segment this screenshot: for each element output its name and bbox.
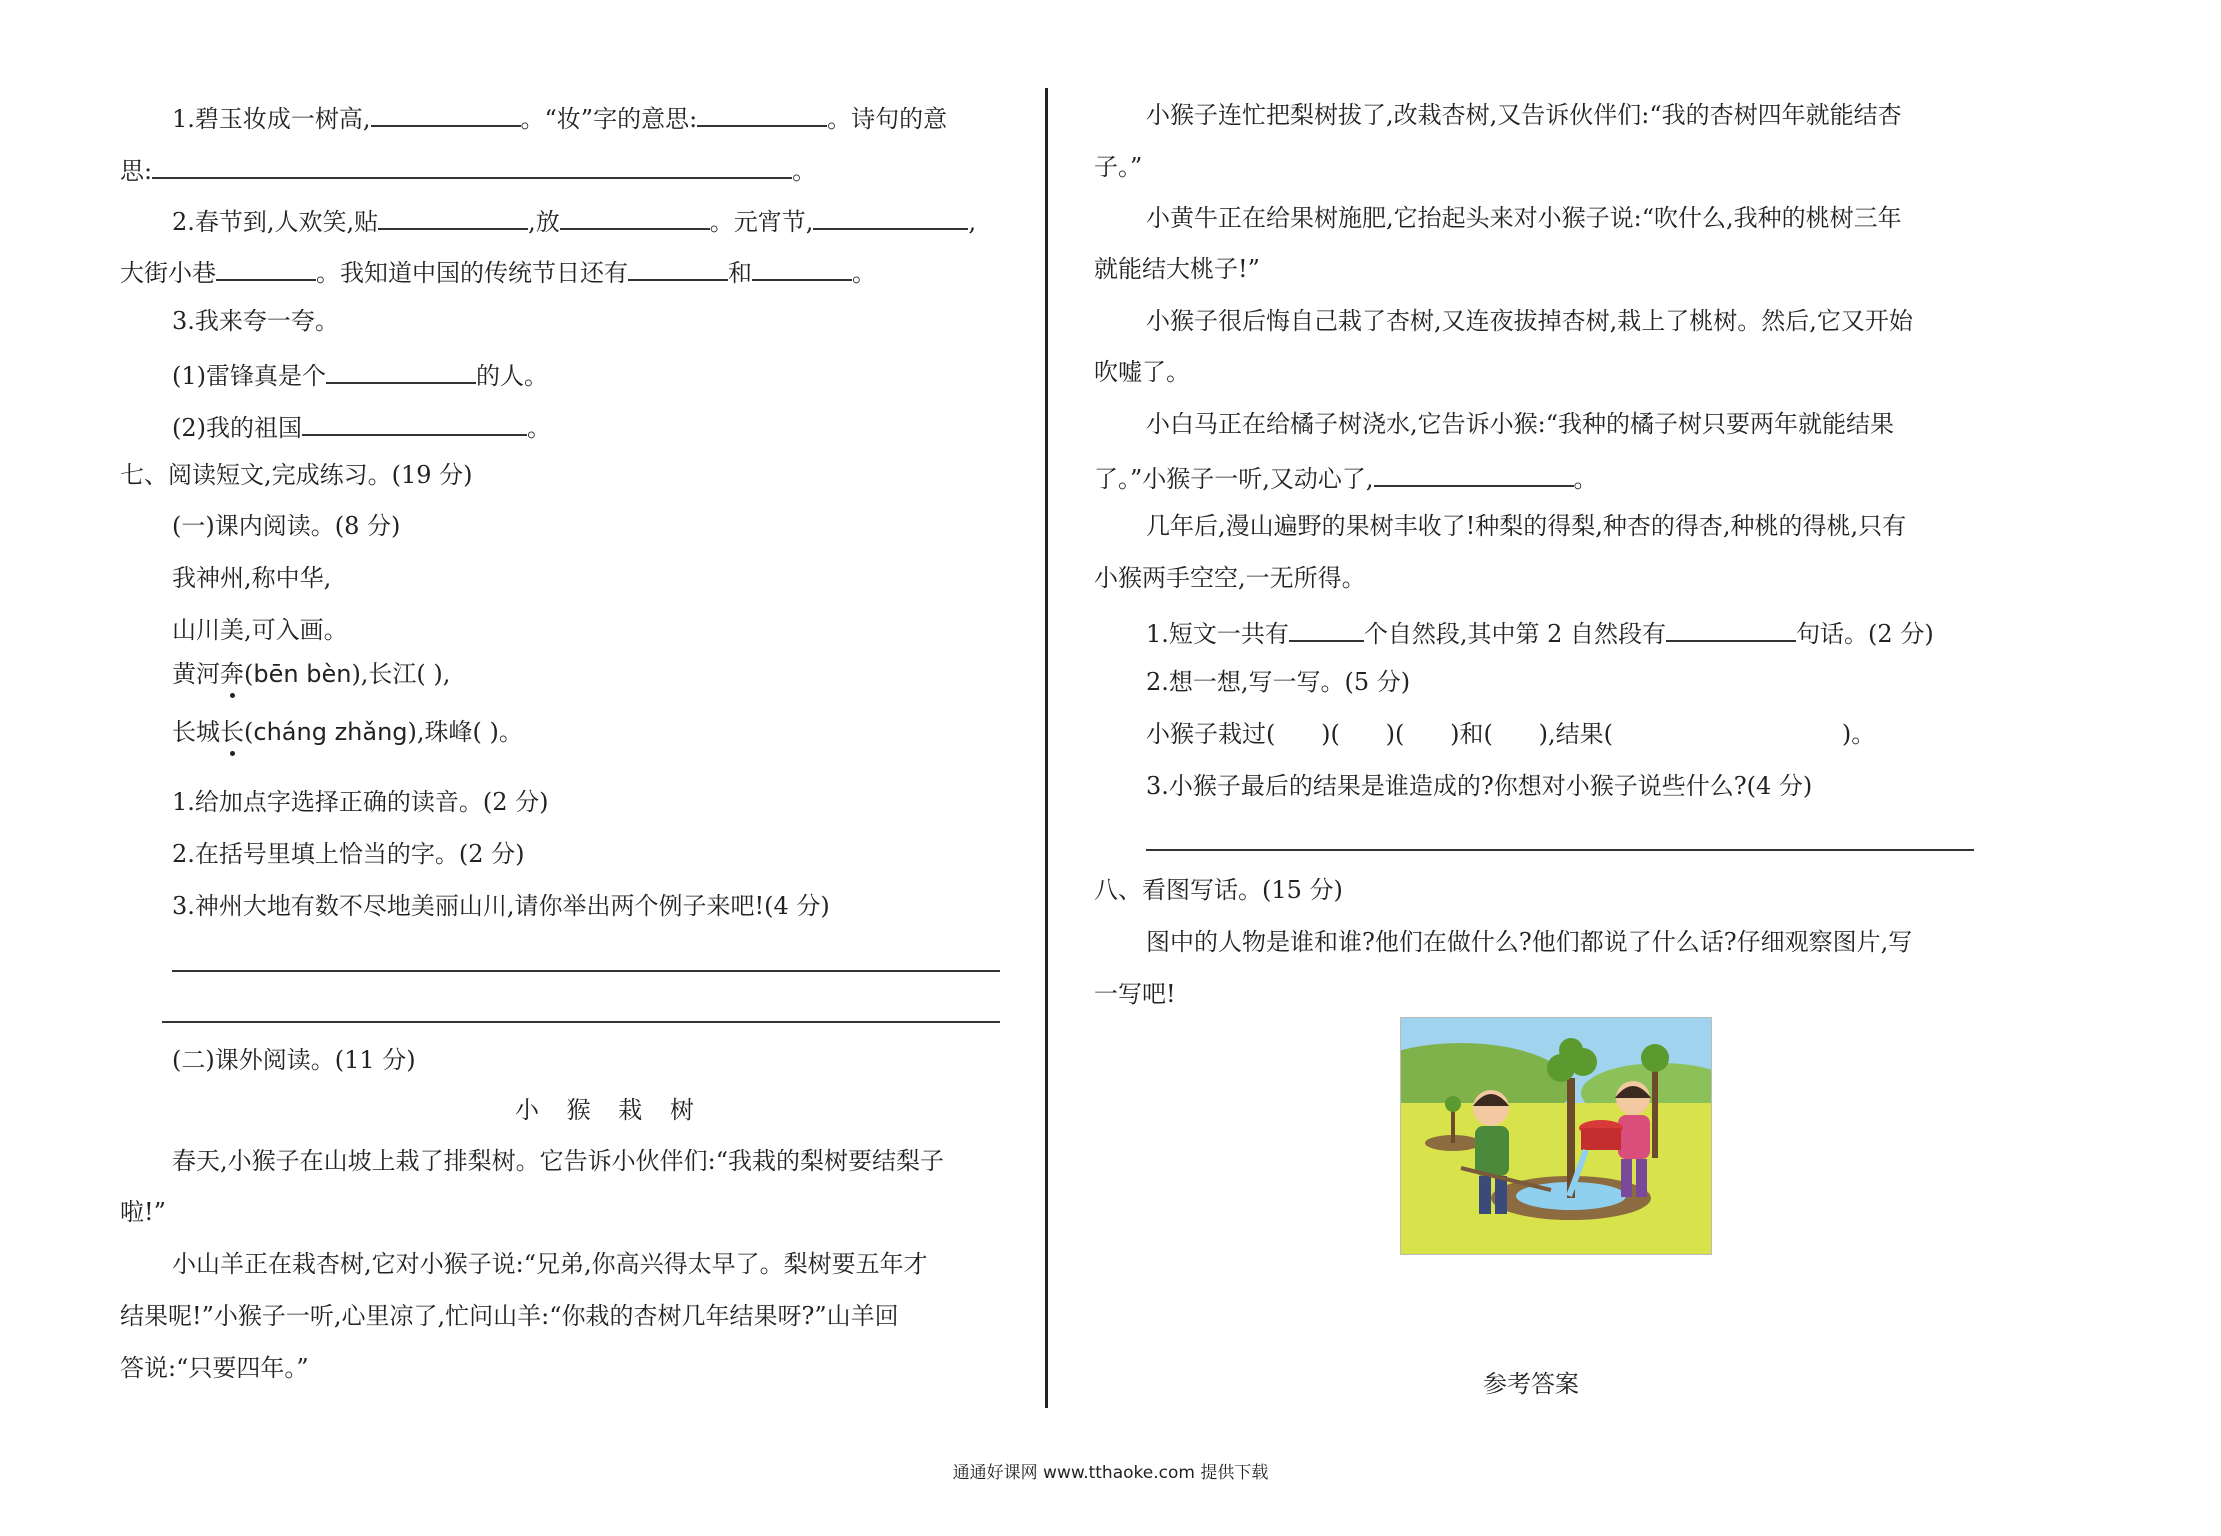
- p2q1-blank-1[interactable]: [1289, 618, 1364, 642]
- story-p3-b: 子。”: [1094, 153, 1143, 181]
- story-p5-b: 吹嘘了。: [1094, 358, 1190, 386]
- q2-line: [172, 206, 976, 234]
- p2q1-b: 个自然段,其中第 2 自然段有: [1363, 620, 1667, 648]
- part2-question-2-fill[interactable]: 小猴子栽过( )( )( )和( ),结果( )。: [1146, 720, 1876, 748]
- section-8-heading: 八、看图写话。(15 分): [1094, 876, 1343, 904]
- part1-question-3: 3.神州大地有数不尽地美丽山川,请你举出两个例子来吧!(4 分): [172, 892, 830, 920]
- q3-s2-b: 。: [527, 414, 551, 442]
- q2-text-b: ,放: [528, 208, 560, 236]
- q1-blank-2[interactable]: [697, 103, 827, 127]
- q3-s2-a: (2)我的祖国: [172, 414, 302, 442]
- story-p4-a: 小黄牛正在给果树施肥,它抬起头来对小猴子说:“吹什么,我种的桃树三年: [1146, 204, 1902, 232]
- poem-l4-word: 长城长: [172, 718, 244, 746]
- q2-cont-c: 和: [728, 259, 752, 287]
- answer-key-title: 参考答案: [1483, 1370, 1579, 1398]
- q2-cont-b: 。我知道中国的传统节日还有: [316, 259, 628, 287]
- dotted-char-ben: 奔: [220, 660, 244, 688]
- story-p7-a: 几年后,漫山遍野的果树丰收了!种梨的得梨,种杏的得杏,种桃的得桃,只有: [1146, 512, 1907, 540]
- part2-question-2: 2.想一想,写一写。(5 分): [1146, 668, 1411, 696]
- poem-l3-word: 黄河奔: [172, 660, 244, 688]
- poem-line-1: 我神州,称中华,: [172, 564, 332, 592]
- q1-blank-1[interactable]: [371, 103, 521, 127]
- poem-l4-pinyin: cháng zhǎng: [253, 718, 408, 746]
- section-8-prompt-a: 图中的人物是谁和谁?他们在做什么?他们都说了什么话?仔细观察图片,写: [1146, 928, 1913, 956]
- part1-question-1: 1.给加点字选择正确的读音。(2 分): [172, 788, 549, 816]
- q3-sentence-2: [172, 412, 551, 440]
- poem-l3-pinyin: bēn bèn: [253, 660, 352, 688]
- story-p5-a: 小猴子很后悔自己栽了杏树,又连夜拔掉杏树,栽上了桃树。然后,它又开始: [1146, 307, 1913, 335]
- q3-blank-2[interactable]: [302, 412, 527, 436]
- q3-title: 3.我来夸一夸。: [172, 307, 339, 335]
- q2-text-a: 2.春节到,人欢笑,贴: [172, 208, 379, 236]
- story-p2-c: 答说:“只要四年。”: [120, 1354, 309, 1382]
- q3-sentence-1: [172, 360, 548, 388]
- story-p6-a: 小白马正在给橘子树浇水,它告诉小猴:“我种的橘子树只要两年就能结果: [1146, 410, 1894, 438]
- poem-l3-paren: (: [244, 660, 254, 688]
- story-p3-a: 小猴子连忙把梨树拔了,改栽杏树,又告诉伙伴们:“我的杏树四年就能结杏: [1146, 101, 1902, 129]
- part-2-heading: (二)课外阅读。(11 分): [172, 1046, 416, 1074]
- q1-blank-3[interactable]: [152, 155, 792, 179]
- story-p1-b: 啦!”: [120, 1198, 166, 1226]
- footer-source: 通通好课网 www.tthaoke.com 提供下载: [952, 1463, 1269, 1483]
- illustration-svg: [1401, 1018, 1711, 1254]
- story-p6-b: 了。”小猴子一听,又动心了,: [1094, 465, 1374, 493]
- answer-line-1[interactable]: [172, 970, 1000, 972]
- q2-blank-6[interactable]: [752, 257, 852, 281]
- q2-blank-4[interactable]: [216, 257, 316, 281]
- q2-cont-a: 大街小巷: [120, 259, 216, 287]
- q2-text-d: ,: [968, 208, 977, 236]
- q2-cont-d: 。: [852, 259, 876, 287]
- part2-question-3: 3.小猴子最后的结果是谁造成的?你想对小猴子说些什么?(4 分): [1146, 772, 1813, 800]
- story-p7-b: 小猴两手空空,一无所得。: [1094, 564, 1366, 592]
- story-blank[interactable]: [1374, 463, 1574, 487]
- story-p2-b: 结果呢!”小猴子一听,心里凉了,忙问山羊:“你栽的杏树几年结果呀?”山羊回: [120, 1302, 899, 1330]
- q1-line: [172, 103, 947, 131]
- q2-blank-3[interactable]: [813, 206, 968, 230]
- dotted-char-chang: 长: [220, 718, 244, 746]
- q3-s1-b: 的人。: [476, 362, 548, 390]
- tree-planting-illustration: [1400, 1017, 1712, 1255]
- p2q1-blank-2[interactable]: [1666, 618, 1796, 642]
- poem-line-2: 山川美,可入画。: [172, 616, 348, 644]
- section-7-heading: 七、阅读短文,完成练习。(19 分): [120, 461, 473, 489]
- q1-text-a: 1.碧玉妆成一树高,: [172, 105, 371, 133]
- poem-line-3: [172, 662, 450, 686]
- q3-s1-a: (1)雷锋真是个: [172, 362, 326, 390]
- q2-blank-1[interactable]: [378, 206, 528, 230]
- story-p6-b-line: [1094, 463, 1598, 491]
- q2-text-c: 。元宵节,: [709, 208, 814, 236]
- q2-blank-5[interactable]: [628, 257, 728, 281]
- answer-line-2[interactable]: [162, 1021, 1000, 1023]
- story-p6-c: 。: [1573, 465, 1598, 493]
- q1-cont: 思:: [120, 157, 153, 185]
- q2-blank-2[interactable]: [560, 206, 710, 230]
- story-p4-b: 就能结大桃子!”: [1094, 255, 1260, 283]
- column-divider: [1045, 88, 1048, 1408]
- q1-text-b: 。“妆”字的意思:: [520, 105, 698, 133]
- poem-l4-rest: ),珠峰( )。: [407, 718, 523, 746]
- story-p1-a: 春天,小猴子在山坡上栽了排梨树。它告诉小伙伴们:“我栽的梨树要结梨子: [172, 1147, 944, 1175]
- q2-line-2: [120, 257, 876, 285]
- q1-line-2: [120, 155, 816, 183]
- part2-question-1: [1146, 618, 1934, 646]
- poem-l4-paren: (: [244, 718, 254, 746]
- section-8-prompt-b: 一写吧!: [1094, 980, 1176, 1008]
- story-title: 小 猴 栽 树: [515, 1096, 704, 1124]
- part1-question-2: 2.在括号里填上恰当的字。(2 分): [172, 840, 525, 868]
- p2q1-c: 句话。(2 分): [1796, 620, 1934, 648]
- answer-line-3[interactable]: [1146, 849, 1974, 851]
- q3-blank-1[interactable]: [326, 360, 476, 384]
- q1-end: 。: [792, 157, 817, 185]
- part-1-heading: (一)课内阅读。(8 分): [172, 512, 401, 540]
- q1-text-c: 。诗句的意: [827, 105, 948, 133]
- poem-l3-rest: ),长江( ),: [351, 660, 451, 688]
- p2q1-a: 1.短文一共有: [1146, 620, 1289, 648]
- poem-line-4: [172, 720, 523, 744]
- story-p2-a: 小山羊正在栽杏树,它对小猴子说:“兄弟,你高兴得太早了。梨树要五年才: [172, 1250, 928, 1278]
